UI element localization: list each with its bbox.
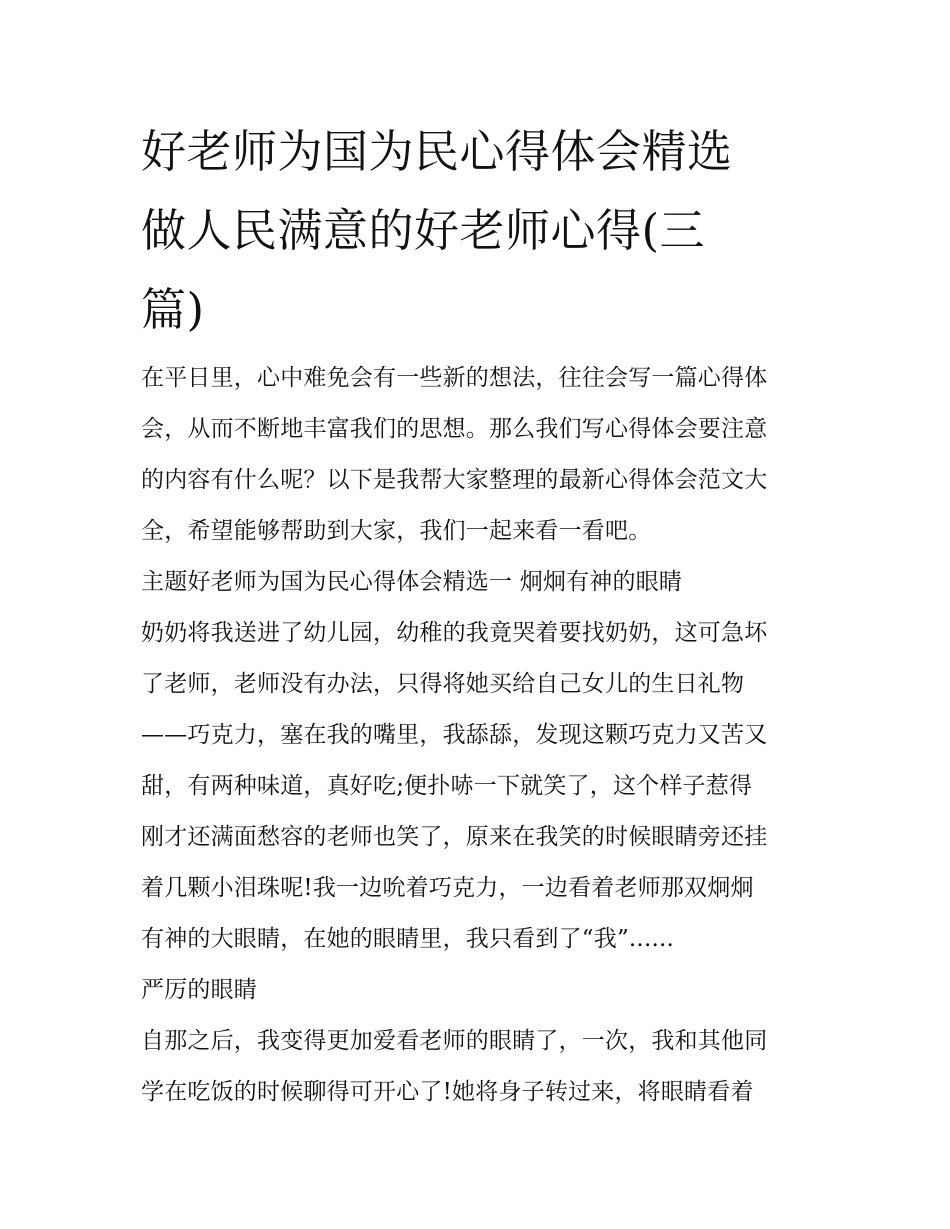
title-line: 做人民满意的好老师心得(三 bbox=[141, 204, 706, 257]
title-line: 好老师为国为民心得体会精选 bbox=[141, 125, 733, 178]
story-paragraph bbox=[141, 608, 813, 965]
title-line: 篇) bbox=[141, 283, 205, 336]
story-line: 着几颗小泪珠呢!我一边吮着巧克力，一边看着老师那双炯炯 bbox=[141, 875, 754, 901]
intro-paragraph bbox=[141, 353, 813, 557]
document-title bbox=[141, 112, 813, 349]
story-line: 了老师，老师没有办法，只得将她买给自己女儿的生日礼物 bbox=[141, 671, 745, 697]
intro-line: 全，希望能够帮助到大家，我们一起来看一看吧。 bbox=[141, 518, 652, 544]
intro-line: 会，从而不断地丰富我们的思想。那么我们写心得体会要注意 bbox=[141, 416, 768, 442]
story-line: 奶奶将我送进了幼儿园，幼稚的我竟哭着要找奶奶，这可急坏 bbox=[141, 620, 768, 646]
section-heading-text: 主题好老师为国为民心得体会精选一 炯炯有神的眼睛 bbox=[141, 569, 683, 595]
story2-paragraph bbox=[141, 1016, 813, 1118]
document-body bbox=[141, 112, 813, 1118]
intro-line: 在平日里，心中难免会有一些新的想法，往往会写一篇心得体 bbox=[141, 365, 768, 391]
story2-line: 自那之后，我变得更加爱看老师的眼睛了，一次，我和其他同 bbox=[141, 1028, 768, 1054]
subheading-text: 严厉的眼睛 bbox=[141, 977, 257, 1003]
story2-line: 学在吃饭的时候聊得可开心了!她将身子转过来，将眼睛看着 bbox=[141, 1079, 754, 1105]
subheading bbox=[141, 965, 813, 1016]
story-line: 有神的大眼睛，在她的眼睛里，我只看到了“我”...... bbox=[141, 926, 674, 952]
section-heading bbox=[141, 557, 813, 608]
intro-line: 的内容有什么呢？以下是我帮大家整理的最新心得体会范文大 bbox=[141, 467, 768, 493]
story-line: 刚才还满面愁容的老师也笑了，原来在我笑的时候眼睛旁还挂 bbox=[141, 824, 768, 850]
story-line: ——巧克力，塞在我的嘴里，我舔舔，发现这颗巧克力又苦又 bbox=[141, 722, 768, 748]
story-line: 甜，有两种味道，真好吃;便扑哧一下就笑了，这个样子惹得 bbox=[141, 773, 753, 799]
